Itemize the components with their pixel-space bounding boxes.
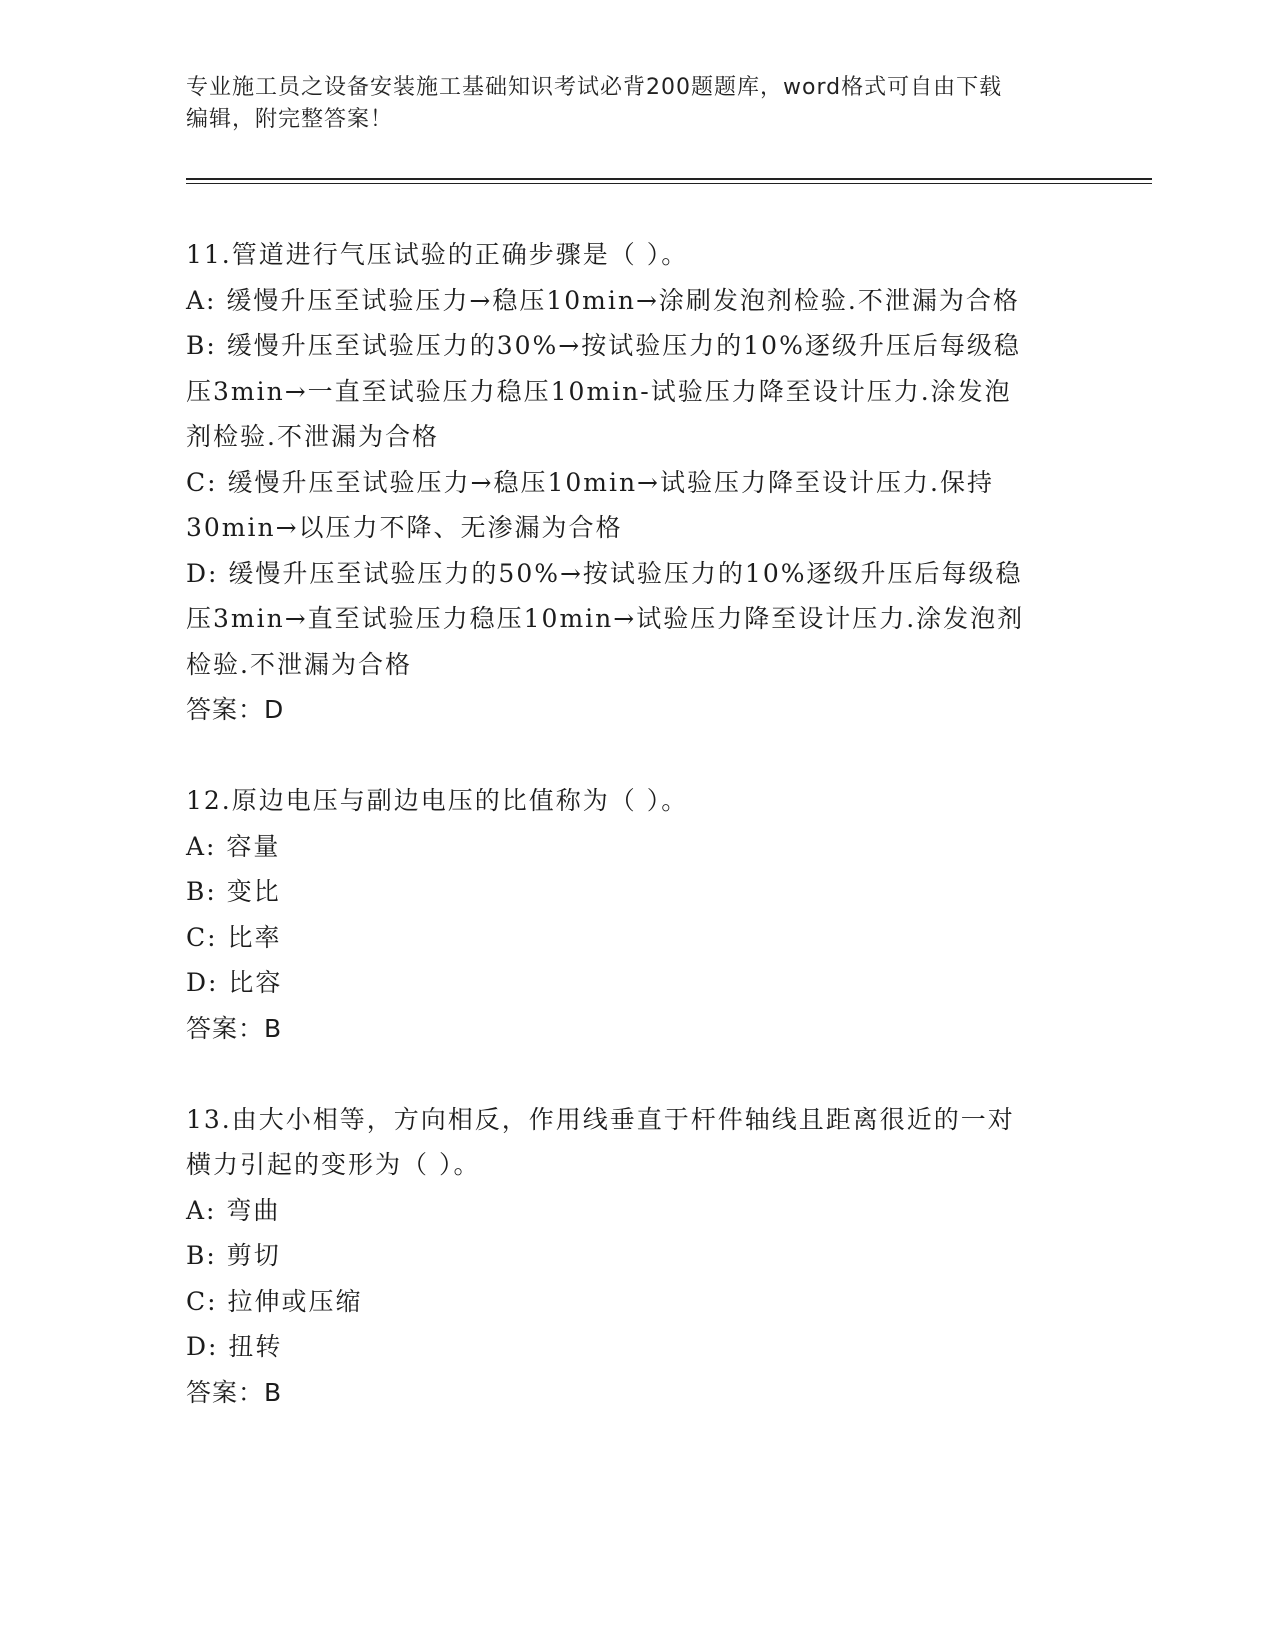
question-text: 12.原边电压与副边电压的比值称为（ ）。	[186, 786, 689, 815]
option-d-line-3: 检验.不泄漏为合格	[186, 649, 412, 679]
option-b-line-3: 剂检验.不泄漏为合格	[186, 422, 439, 451]
option-d-line-1: D: 缓慢升压至试验压力的50%→按试验压力的10%逐级升压后每级稳	[186, 558, 1023, 588]
question-spacer	[186, 733, 1086, 779]
header-title-line-1: 专业施工员之设备安装施工基础知识考试必背200题题库，word格式可自由下载	[186, 75, 1003, 100]
option-b: B: 剪切	[186, 1241, 281, 1270]
question-12	[186, 778, 1086, 1051]
question-13	[186, 1097, 1086, 1416]
option-a: A: 容量	[186, 831, 281, 861]
question-list	[186, 232, 1086, 1415]
option-c: C: 比率	[186, 922, 282, 952]
option-c-line-2: 30min→以压力不降、无渗漏为合格	[186, 513, 623, 542]
answer-label: 答案：B	[186, 1377, 283, 1407]
answer-label: 答案：B	[186, 1013, 283, 1043]
option-c-line-1: C: 缓慢升压至试验压力→稳压10min→试验压力降至设计压力.保持	[186, 467, 994, 497]
question-11	[186, 232, 1086, 733]
option-a: A: 弯曲	[186, 1195, 281, 1225]
option-d: D: 扭转	[186, 1332, 283, 1361]
option-c: C: 拉伸或压缩	[186, 1286, 363, 1316]
header-title-line-2: 编辑，附完整答案！	[186, 107, 394, 132]
question-text: 11.管道进行气压试验的正确步骤是（ ）。	[186, 240, 689, 269]
answer-label: 答案：D	[186, 695, 285, 724]
document-header	[186, 72, 1066, 136]
question-text-line-2: 横力引起的变形为（ ）。	[186, 1150, 481, 1179]
option-d-line-2: 压3min→直至试验压力稳压10min→试验压力降至设计压力.涂发泡剂	[186, 604, 1025, 633]
question-spacer	[186, 1051, 1086, 1097]
header-divider-thick	[186, 178, 1152, 180]
header-divider-thin	[186, 183, 1152, 184]
option-b-line-1: B: 缓慢升压至试验压力的30%→按试验压力的10%逐级升压后每级稳	[186, 331, 1021, 360]
option-b: B: 变比	[186, 877, 281, 906]
question-text-line-1: 13.由大小相等，方向相反，作用线垂直于杆件轴线且距离很近的一对	[186, 1104, 1015, 1134]
option-d: D: 比容	[186, 968, 283, 997]
option-b-line-2: 压3min→一直至试验压力稳压10min-试验压力降至设计压力.涂发泡	[186, 376, 1012, 406]
option-a: A: 缓慢升压至试验压力→稳压10min→涂刷发泡剂检验.不泄漏为合格	[186, 285, 1020, 315]
